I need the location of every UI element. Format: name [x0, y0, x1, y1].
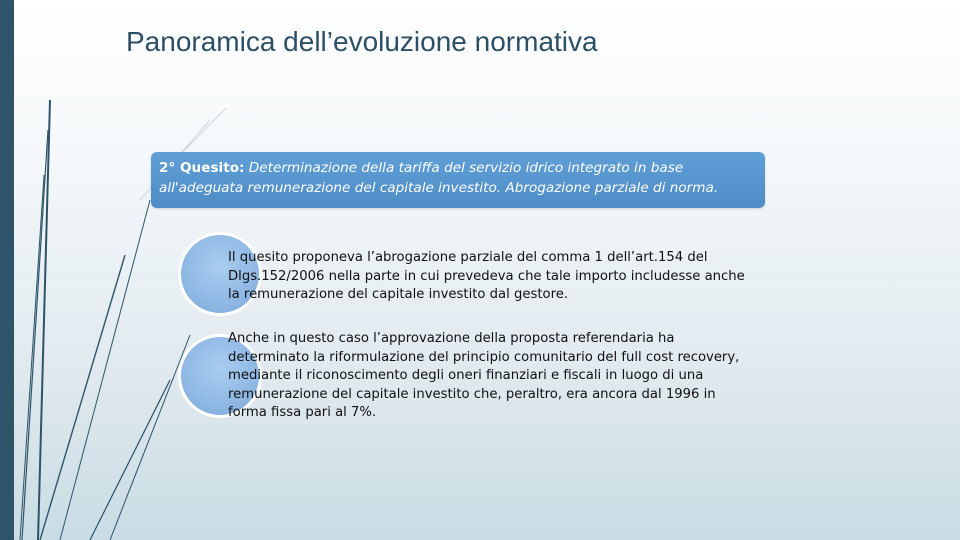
point-2-text: Anche in questo caso l’approvazione della proposta referendaria ha determinato la riformulazione del principio comunitario del full cost recovery, mediante il riconoscimento degli oneri finanziari e fiscali in luogo di una remunerazione del capitale investito che, peraltro, era ancora dal 1996 in forma fissa pari al 7%. — [228, 331, 740, 421]
slide-title: Panoramica dell’evoluzione normativa — [126, 26, 598, 57]
quesito-box — [151, 152, 765, 208]
point-1-text: Il quesito proponeva l’abrogazione parziale del comma 1 dell’art.154 del Dlgs.152/2006 nella parte in cui prevedeva che tale importo includesse anche la remunerazione del capitale investito dal gestore. — [228, 250, 745, 303]
quesito-lead: 2° Quesito: — [159, 160, 245, 176]
quesito-description: Determinazione della tariffa del servizio idrico integrato in base all'adeguata remunerazione del capitale investito. Abrogazione parziale di norma. — [159, 160, 719, 196]
